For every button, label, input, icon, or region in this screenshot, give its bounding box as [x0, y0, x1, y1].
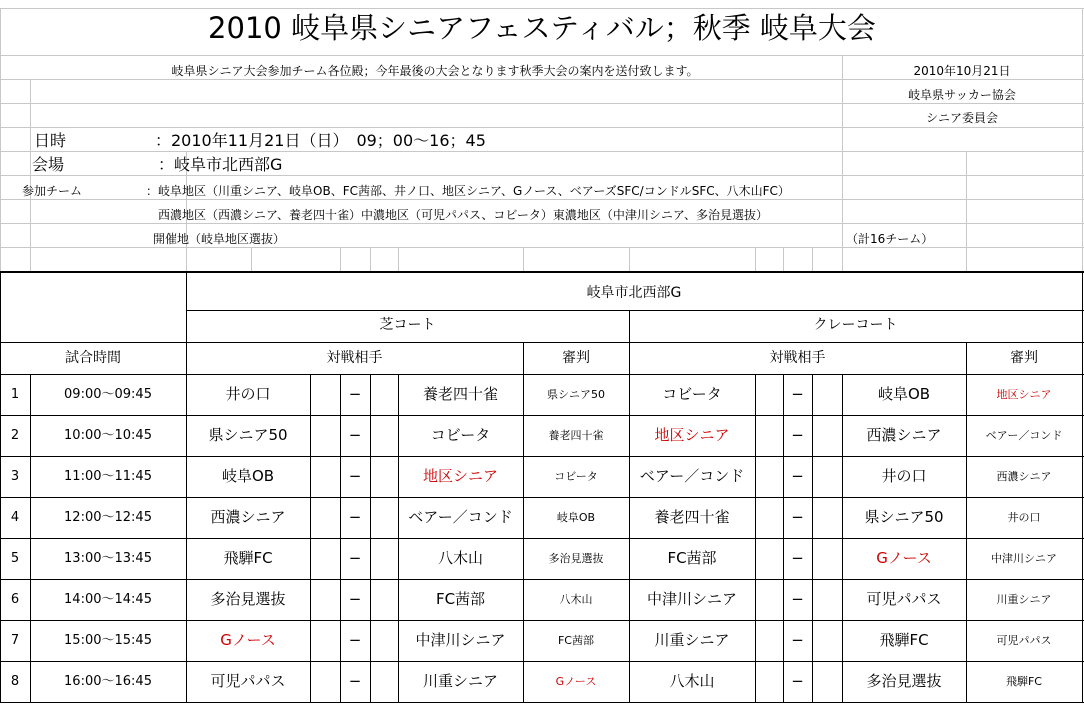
- gridline: [523, 247, 524, 271]
- venue-label: 会場: [32, 155, 65, 174]
- court-2-referee: 可児パパス: [996, 634, 1052, 647]
- venue-header: 岐阜市北西部G: [586, 285, 682, 301]
- court-2-referee: 地区シニア: [996, 388, 1052, 401]
- gridline: [370, 247, 371, 271]
- table-border: [0, 374, 1084, 375]
- court-2-referee: 西濃シニア: [996, 470, 1052, 483]
- court-2-team-a: 中津川シニア: [646, 590, 737, 608]
- court-1-referee: 八木山: [559, 593, 593, 606]
- venue-value: ：岐阜市北西部G: [158, 155, 283, 174]
- organization-name: 岐阜県サッカー協会: [908, 88, 1016, 102]
- gridline: [340, 247, 341, 271]
- court-2-referee: 飛騨FC: [1005, 675, 1042, 688]
- datetime-value: ：2010年11月21日（日） 09；00〜16；45: [155, 131, 486, 150]
- versus-dash: −: [348, 467, 362, 485]
- match-time: 09:00〜09:45: [64, 387, 152, 402]
- gridline: [0, 79, 1084, 80]
- table-border: [0, 456, 1084, 457]
- table-border: [0, 538, 1084, 539]
- table-border: [783, 374, 784, 703]
- court-2-team-b: 西濃シニア: [866, 426, 942, 444]
- match-number: 8: [10, 674, 20, 689]
- gridline: [755, 247, 756, 271]
- gridline: [0, 175, 1084, 176]
- court-2-team-b: 井の口: [881, 467, 927, 485]
- match-time: 12:00〜12:45: [64, 510, 152, 525]
- versus-dash: −: [348, 631, 362, 649]
- gridline: [0, 55, 1084, 56]
- versus-dash: −: [791, 672, 804, 690]
- gridline: [0, 8, 1084, 9]
- court-2-header: クレーコート: [813, 317, 898, 333]
- court-2-team-a: 養老四十雀: [654, 508, 730, 526]
- table-border: [398, 374, 399, 703]
- gridline: [251, 247, 252, 271]
- versus-dash: −: [348, 508, 362, 526]
- court-1-team-a: 岐阜OB: [221, 467, 275, 485]
- court-2-referee: 井の口: [1007, 511, 1041, 524]
- notice-text: 岐阜県シニア大会参加チーム各位殿；今年最後の大会となります秋季大会の案内を送付致します。: [171, 64, 699, 78]
- court-1-team-a: 西濃シニア: [210, 508, 286, 526]
- gridline: [30, 79, 31, 271]
- gridline: [1082, 8, 1083, 271]
- gridline: [0, 247, 1084, 248]
- match-number: 3: [10, 469, 20, 484]
- teams-line-1: ：岐阜地区（川重シニア、岐阜OB、FC茜部、井ノ口、地区シニア、Gノース、ベアーズSFC/コンドルSFC、八木山FC）: [146, 184, 790, 198]
- versus-dash: −: [348, 549, 362, 567]
- court-2-referee: 川重シニア: [996, 593, 1052, 606]
- court-2-team-a: ベアー／コンド: [639, 467, 745, 485]
- versus-dash: −: [348, 590, 362, 608]
- match-time: 13:00〜13:45: [64, 551, 152, 566]
- court-2-team-a: 川重シニア: [654, 631, 730, 649]
- teams-label: 参加チーム: [22, 184, 83, 198]
- table-border: [0, 271, 1084, 273]
- gridline: [0, 8, 1, 271]
- court-1-referee: Gノース: [555, 675, 597, 688]
- match-number: 4: [10, 510, 20, 525]
- table-border: [0, 620, 1084, 621]
- court-2-team-b: 岐阜OB: [877, 385, 931, 403]
- match-time: 16:00〜16:45: [64, 674, 152, 689]
- court-2-match-header: 対戦相手: [769, 350, 826, 366]
- court-2-team-a: FC茜部: [667, 549, 717, 567]
- gridline: [0, 151, 1084, 152]
- court-1-team-b: ベアー／コンド: [408, 508, 513, 526]
- match-number: 2: [10, 428, 20, 443]
- court-1-referee: 県シニア50: [547, 388, 605, 401]
- court-2-team-a: 地区シニア: [654, 426, 730, 444]
- table-border: [0, 342, 1084, 343]
- court-1-referee: 養老四十雀: [548, 429, 604, 442]
- match-time: 11:00〜11:45: [64, 469, 152, 484]
- court-2-referee: 中津川シニア: [991, 552, 1057, 565]
- gridline: [0, 223, 1084, 224]
- court-1-team-a: Gノース: [220, 631, 276, 649]
- datetime-label: 日時: [34, 131, 67, 150]
- table-border: [310, 374, 311, 703]
- gridline: [812, 247, 813, 271]
- table-border: [0, 497, 1084, 498]
- court-1-header: 芝コート: [379, 317, 436, 333]
- court-1-team-a: 飛騨FC: [223, 549, 273, 567]
- versus-dash: −: [791, 508, 804, 526]
- court-1-referee: FC茜部: [557, 634, 594, 647]
- gridline: [0, 127, 1084, 128]
- court-1-referee: 多治見選抜: [548, 552, 604, 565]
- court-2-team-b: 多治見選抜: [866, 672, 942, 690]
- court-2-team-a: 八木山: [669, 672, 715, 690]
- match-time: 15:00〜15:45: [64, 633, 152, 648]
- court-1-team-b: 養老四十雀: [422, 385, 498, 403]
- versus-dash: −: [348, 672, 362, 690]
- court-1-team-b: 中津川シニア: [415, 631, 506, 649]
- court-1-team-a: 井の口: [225, 385, 271, 403]
- court-2-referee: ベアー／コンド: [985, 429, 1063, 442]
- court-2-team-b: 県シニア50: [864, 508, 944, 526]
- table-border: [0, 415, 1084, 416]
- gridline: [842, 247, 843, 271]
- match-time: 10:00〜10:45: [64, 428, 152, 443]
- court-1-referee: 岐阜OB: [556, 511, 596, 524]
- versus-dash: −: [791, 467, 804, 485]
- table-border: [0, 702, 1084, 703]
- court-2-referee-header: 審判: [1010, 350, 1038, 366]
- versus-dash: −: [348, 385, 362, 403]
- court-1-team-b: 八木山: [437, 549, 483, 567]
- teams-line-2: 西濃地区（西濃シニア、養老四十雀）中濃地区（可児パパス、コビータ）東濃地区（中津川シニア、多治見選抜）: [158, 208, 768, 222]
- court-1-referee-header: 審判: [562, 350, 590, 366]
- gridline: [398, 247, 399, 271]
- gridline: [629, 247, 630, 271]
- gridline: [0, 199, 1084, 200]
- match-number: 7: [10, 633, 20, 648]
- time-header: 試合時間: [65, 350, 121, 366]
- page-title: 2010 岐阜県シニアフェスティバル；秋季 岐阜大会: [208, 11, 876, 45]
- court-2-team-a: コビータ: [662, 385, 722, 403]
- table-border: [0, 661, 1084, 662]
- table-border: [1082, 271, 1083, 703]
- committee-name: シニア委員会: [925, 111, 998, 125]
- versus-dash: −: [791, 631, 804, 649]
- table-border: [340, 374, 341, 703]
- table-border: [755, 374, 756, 703]
- teams-total: （計16チーム）: [846, 232, 934, 246]
- match-number: 5: [10, 551, 20, 566]
- court-2-team-b: Gノース: [876, 549, 932, 567]
- court-1-team-a: 多治見選抜: [210, 590, 286, 608]
- court-1-team-b: コビータ: [430, 426, 491, 444]
- table-border: [0, 579, 1084, 580]
- versus-dash: −: [791, 385, 804, 403]
- table-border: [370, 374, 371, 703]
- table-border: [812, 374, 813, 703]
- court-1-match-header: 対戦相手: [326, 350, 383, 366]
- gridline: [966, 151, 967, 271]
- table-border: [842, 374, 843, 703]
- versus-dash: −: [791, 426, 804, 444]
- table-border: [30, 374, 31, 703]
- court-2-team-b: 飛騨FC: [879, 631, 929, 649]
- court-1-team-a: 可児パパス: [210, 672, 286, 690]
- court-1-team-b: 地区シニア: [422, 467, 498, 485]
- court-1-team-a: 県シニア50: [208, 426, 288, 444]
- court-2-team-b: 可児パパス: [866, 590, 942, 608]
- teams-line-3: 開催地（岐阜地区選抜）: [153, 232, 286, 246]
- match-number: 1: [10, 387, 20, 402]
- court-1-referee: コビータ: [554, 470, 598, 483]
- issue-date: 2010年10月21日: [913, 64, 1011, 78]
- versus-dash: −: [791, 590, 804, 608]
- versus-dash: −: [348, 426, 362, 444]
- court-1-team-b: FC茜部: [435, 590, 486, 608]
- gridline: [783, 247, 784, 271]
- versus-dash: −: [791, 549, 804, 567]
- table-border: [186, 310, 1084, 311]
- gridline: [0, 103, 1084, 104]
- match-time: 14:00〜14:45: [64, 592, 152, 607]
- court-1-team-b: 川重シニア: [422, 672, 498, 690]
- gridline: [842, 55, 843, 271]
- match-number: 6: [10, 592, 20, 607]
